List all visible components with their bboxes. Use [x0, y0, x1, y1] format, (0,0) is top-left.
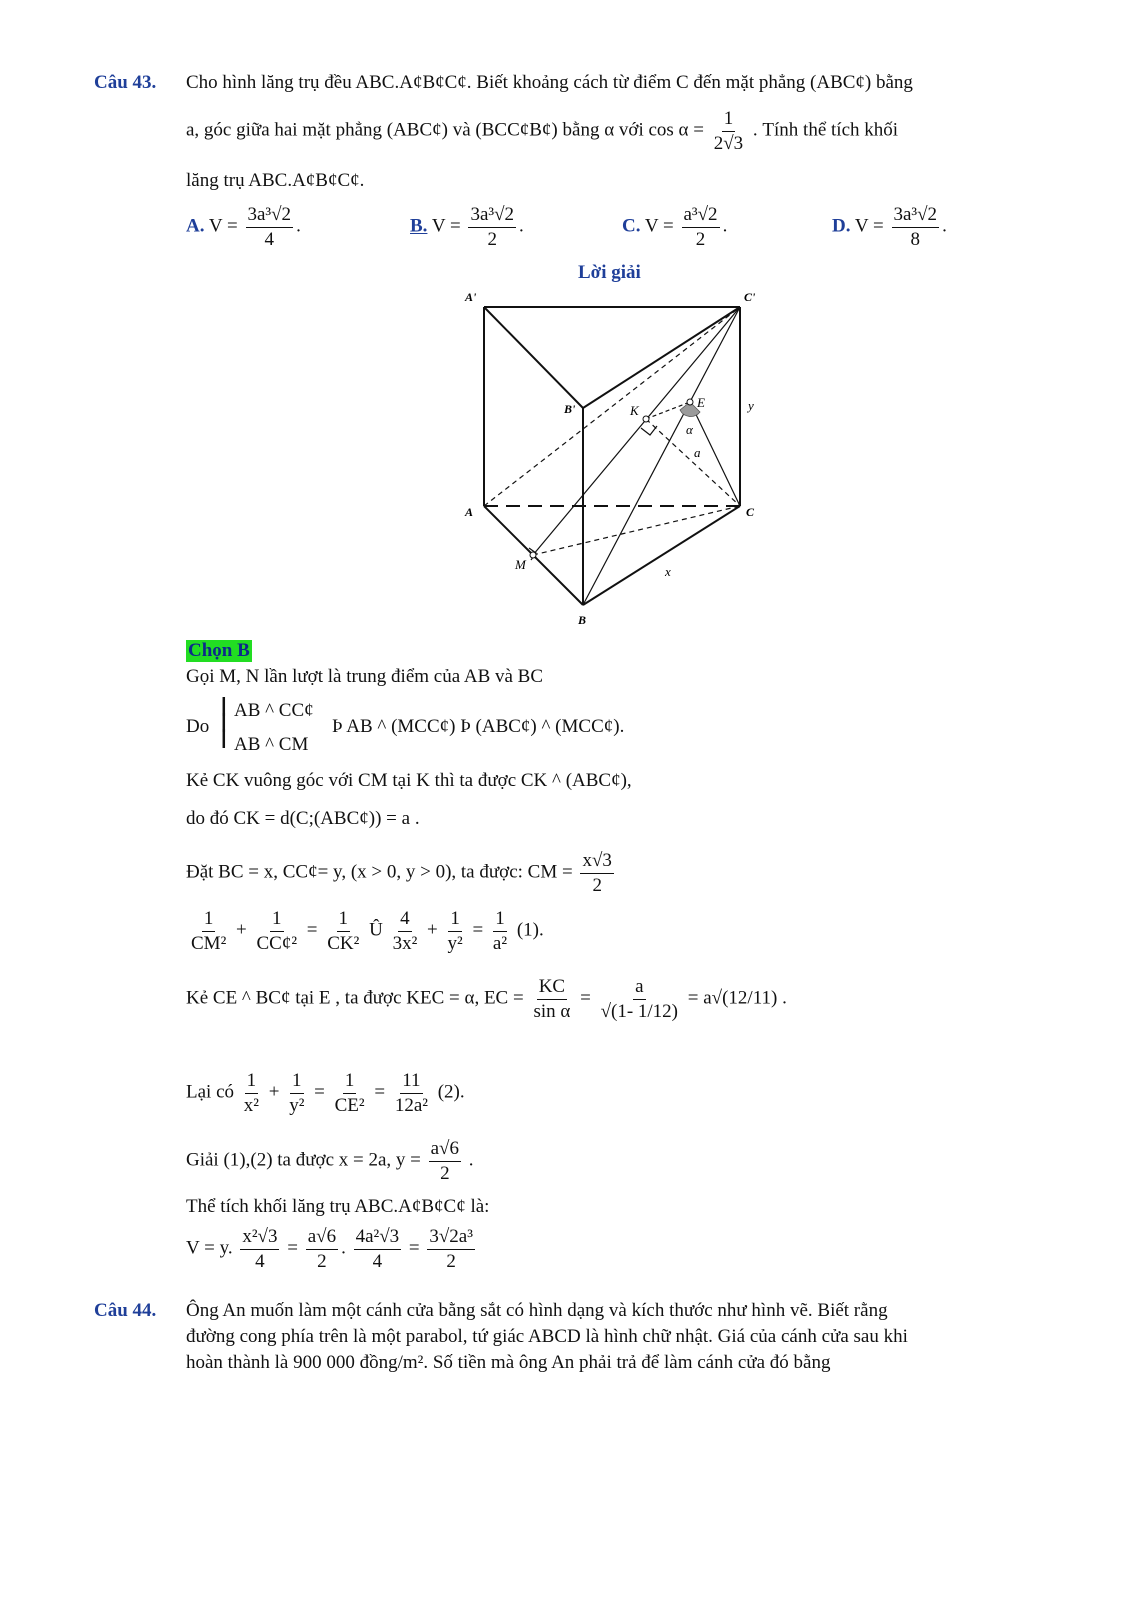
- equation-1: $\frac{1}{\text{CM²}}$ + $\frac{1}{\text{CC¢²}}$ = $\frac{1}{\text{CK²}}$ Û $\frac{4}{\text{3x²}}$ + $\frac{1}{\text{y²}}$ = $\frac{1}{\text{a²}}$ (1).: [191, 908, 544, 954]
- label-a1: A': [465, 290, 477, 304]
- solution-line9: Giải (1),(2) ta được x = 2a, y = $\frac{a√6}{2}$ .: [186, 1138, 474, 1184]
- option-a-pre: V =: [208, 215, 238, 237]
- question-44-label: Câu 44.: [94, 1300, 157, 1321]
- label-x: x: [665, 564, 671, 579]
- question-44-line2: đường cong phía trên là một parabol, tứ giác ABCD là hình chữ nhật. Giá của cánh cửa sau khi: [186, 1326, 908, 1347]
- question-44-line3: hoàn thành là 900 000 đồng/m². Số tiền mà ông An phải trả để làm cánh cửa đó bằng: [186, 1352, 831, 1373]
- solution-line10: Thể tích khối lăng trụ ABC.A¢B¢C¢ là:: [186, 1196, 490, 1217]
- label-c1: C': [744, 290, 756, 304]
- solution-line3: Kẻ CK vuông góc với CM tại K thì ta được CK ^ (ABC¢),: [186, 770, 632, 791]
- option-d-pre: V =: [854, 215, 884, 237]
- prism-figure: [455, 285, 785, 630]
- question-43-label: Câu 43.: [94, 72, 157, 93]
- option-c-pre: V =: [644, 215, 674, 237]
- system-line2: AB ^ CM: [234, 734, 309, 755]
- line-k-c-dash: [646, 419, 740, 506]
- label-a-length: a: [694, 445, 701, 460]
- label-e: E: [697, 395, 705, 410]
- question-43-line2: [186, 108, 898, 155]
- question-43-line3: lăng trụ ABC.A¢B¢C¢.: [186, 170, 365, 191]
- question-43-line2-pre: a, góc giữa hai mặt phẳng (ABC¢) và (BCC¢B¢) bằng α với cos α =: [186, 119, 704, 141]
- point-e: [687, 399, 693, 405]
- label-y: y: [748, 398, 754, 413]
- choice-highlight: Chọn B: [188, 640, 250, 661]
- solution-do: Do: [186, 716, 210, 737]
- option-b-letter: B.: [410, 215, 428, 237]
- solution-line7: Kẻ CE ^ BC¢ tại E , ta được KEC = α, EC = $\frac{KC}{\text{sin α}}$ = $\frac{a}{√(1- 1/12)}$ = a√(12/11) .: [186, 976, 787, 1022]
- label-b1: B': [564, 402, 576, 416]
- equation-2: Lại có $\frac{1}{\text{x²}}$ + $\frac{1}{\text{y²}}$ = $\frac{1}{\text{CE²}}$ = $\frac{11}{\text{12a²}}$ (2).: [186, 1070, 465, 1116]
- question-43-line2-post: . Tính thể tích khối: [752, 119, 899, 141]
- solution-line5: Đặt BC = x, CC¢= y, (x > 0, y > 0), ta được: CM = $\frac{x√3}{2}$: [186, 850, 612, 896]
- option-b[interactable]: B. V = $\frac{\text{3a³√2}}{2}$ .: [410, 204, 524, 250]
- label-m: M: [515, 557, 526, 572]
- question-44-line1: Ông An muốn làm một cánh cửa bằng sắt có hình dạng và kích thước như hình vẽ. Biết rằng: [186, 1300, 888, 1321]
- cos-alpha-fraction: $\frac{1}{2√3}$: [713, 108, 744, 154]
- label-a: A: [465, 505, 474, 519]
- line-m-c-dash: [533, 506, 740, 555]
- option-a[interactable]: A. V = $\frac{\text{3a³√2}}{4}$ .: [186, 204, 301, 250]
- edge-a1-b1: [484, 307, 583, 408]
- point-m: [530, 552, 536, 558]
- option-c-letter: C.: [622, 215, 641, 237]
- system-implication: Þ AB ^ (MCC¢) Þ (ABC¢) ^ (MCC¢).: [332, 716, 625, 737]
- solution-line4: do đó CK = d(C;(ABC¢)) = a .: [186, 808, 420, 829]
- edge-b1-c1: [583, 307, 740, 408]
- system-line1: AB ^ CC¢: [234, 700, 314, 721]
- edge-b-c: [583, 506, 740, 605]
- option-c[interactable]: C. V = $\frac{\text{a³√2}}{2}$ .: [622, 204, 728, 250]
- line-m-c1: [533, 307, 740, 555]
- volume-formula: V = y. $\frac{\text{x²√3}}{4}$ = $\frac{a√6}{2}$ . $\frac{\text{4a²√3}}{4}$ = $\frac{\text{3√2a³}}{2}$: [186, 1226, 473, 1272]
- label-b: B: [578, 613, 587, 627]
- option-d-letter: D.: [832, 215, 851, 237]
- question-43-line1: Cho hình lăng trụ đều ABC.A¢B¢C¢. Biết khoảng cách từ điểm C đến mặt phẳng (ABC¢) bằng: [186, 72, 913, 93]
- label-k: K: [630, 403, 639, 418]
- option-a-letter: A.: [186, 215, 205, 237]
- option-d[interactable]: D. V = $\frac{\text{3a³√2}}{8}$ .: [832, 204, 947, 250]
- option-b-pre: V =: [431, 215, 461, 237]
- solution-title: Lời giải: [578, 262, 641, 283]
- label-alpha: α: [686, 422, 693, 437]
- system-brace: ┃ ┃ ┃: [219, 699, 229, 748]
- label-c: C: [746, 505, 755, 519]
- point-k: [643, 416, 649, 422]
- solution-line1: Gọi M, N lần lượt là trung điểm của AB và BC: [186, 666, 544, 687]
